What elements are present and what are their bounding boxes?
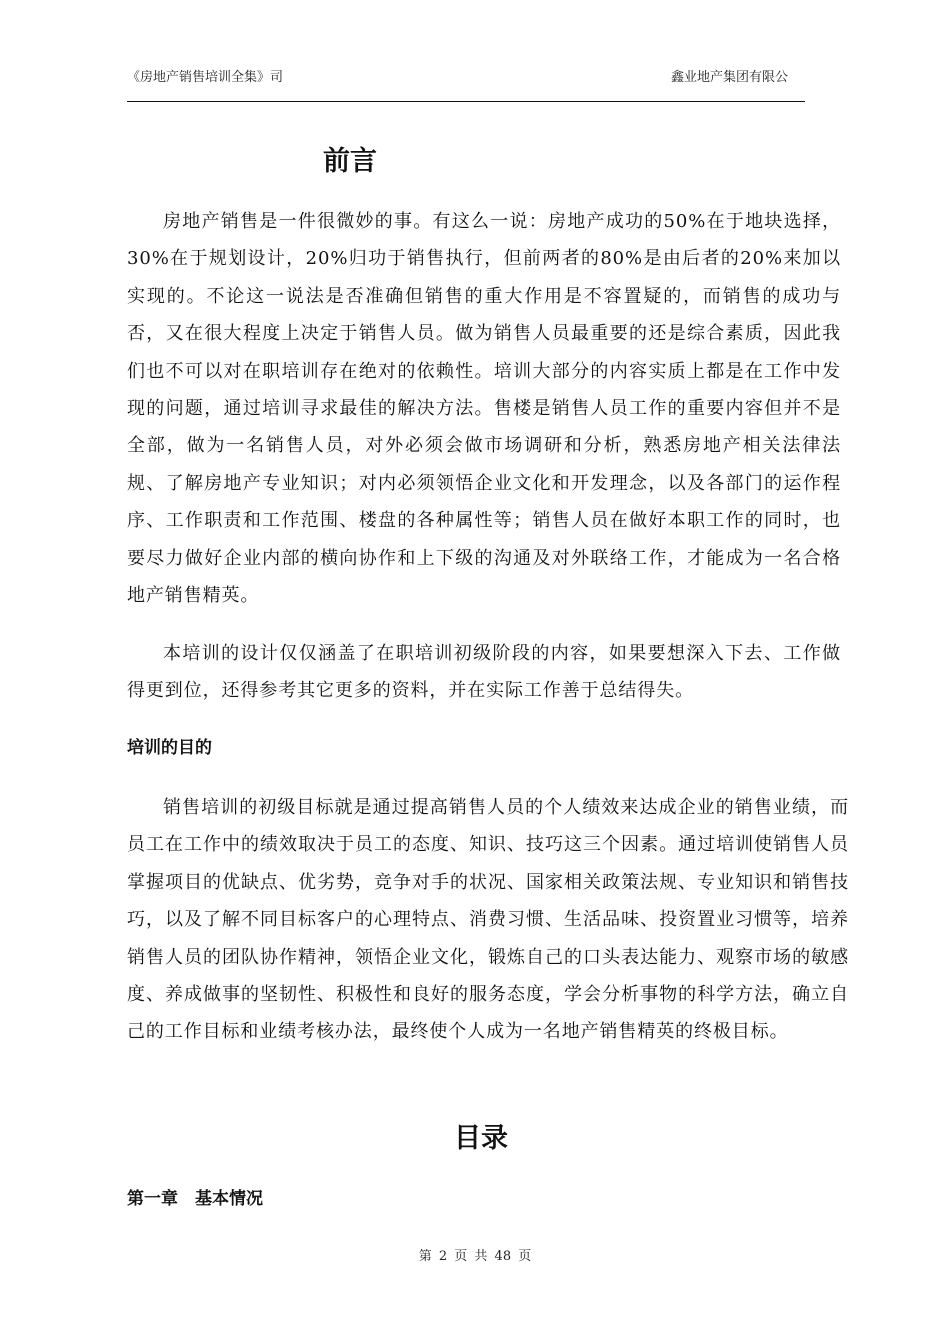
preface-paragraph-1: 房地产销售是一件很微妙的事。有这么一说：房地产成功的50%在于地块选择，30%在于规划设计，20%归功于销售执行，但前两者的80%是由后者的20%来加以实现的。不论这一说法是否准确但销售的重大作用是不容置疑的，而销售的成功与否，又在很大程度上决定于销售人员。做为销售人员最重要的还是综合素质，因此我们也不可以对在职培训存在绝对的依赖性。培训大部分的内容实质上都是在工作中发现的问题，通过培训寻求最佳的解决方法。售楼是销售人员工作的重要内容但并不是全部，做为一名销售人员，对外必须会做市场调研和分析，熟悉房地产相关法律法规、了解房地产专业知识；对内必须领悟企业文化和开发理念，以及各部门的运作程序、工作职责和工作范围、楼盘的各种属性等；销售人员在做好本职工作的同时，也要尽力做好企业内部的横向协作和上下级的沟通及对外联络工作，才能成为一名合格地产销售精英。	[127, 211, 841, 607]
header-divider	[127, 101, 805, 102]
header-document-title: 《房地产销售培训全集》司	[127, 70, 284, 85]
training-goal-heading: 培训的目的	[127, 738, 212, 758]
header-company-name: 鑫业地产集团有限公	[671, 70, 789, 85]
preface-title: 前言	[323, 146, 377, 177]
training-goal-paragraph: 销售培训的初级目标就是通过提高销售人员的个人绩效来达成企业的销售业绩，而员工在工作中的绩效取决于员工的态度、知识、技巧这三个因素。通过培训使销售人员掌握项目的优缺点、优劣势，竞争对手的状况、国家相关政策法规、专业知识和销售技巧，以及了解不同目标客户的心理特点、消费习惯、生活品味、投资置业习惯等，培养销售人员的团队协作精神，领悟企业文化，锻炼自己的口头表达能力、观察市场的敏感度、养成做事的坚韧性、积极性和良好的服务态度，学会分析事物的科学方法，确立自己的工作目标和业绩考核办法，最终使个人成为一名地产销售精英的终极目标。	[127, 797, 849, 1043]
preface-paragraph-2: 本培训的设计仅仅涵盖了在职培训初级阶段的内容，如果要想深入下去、工作做得更到位，还得参考其它更多的资料，并在实际工作善于总结得失。	[127, 643, 841, 702]
page-number-footer: 第 2 页 共 48 页	[418, 1249, 532, 1264]
toc-title: 目录	[454, 1123, 508, 1154]
toc-chapter-1: 第一章 基本情况	[127, 1189, 263, 1209]
